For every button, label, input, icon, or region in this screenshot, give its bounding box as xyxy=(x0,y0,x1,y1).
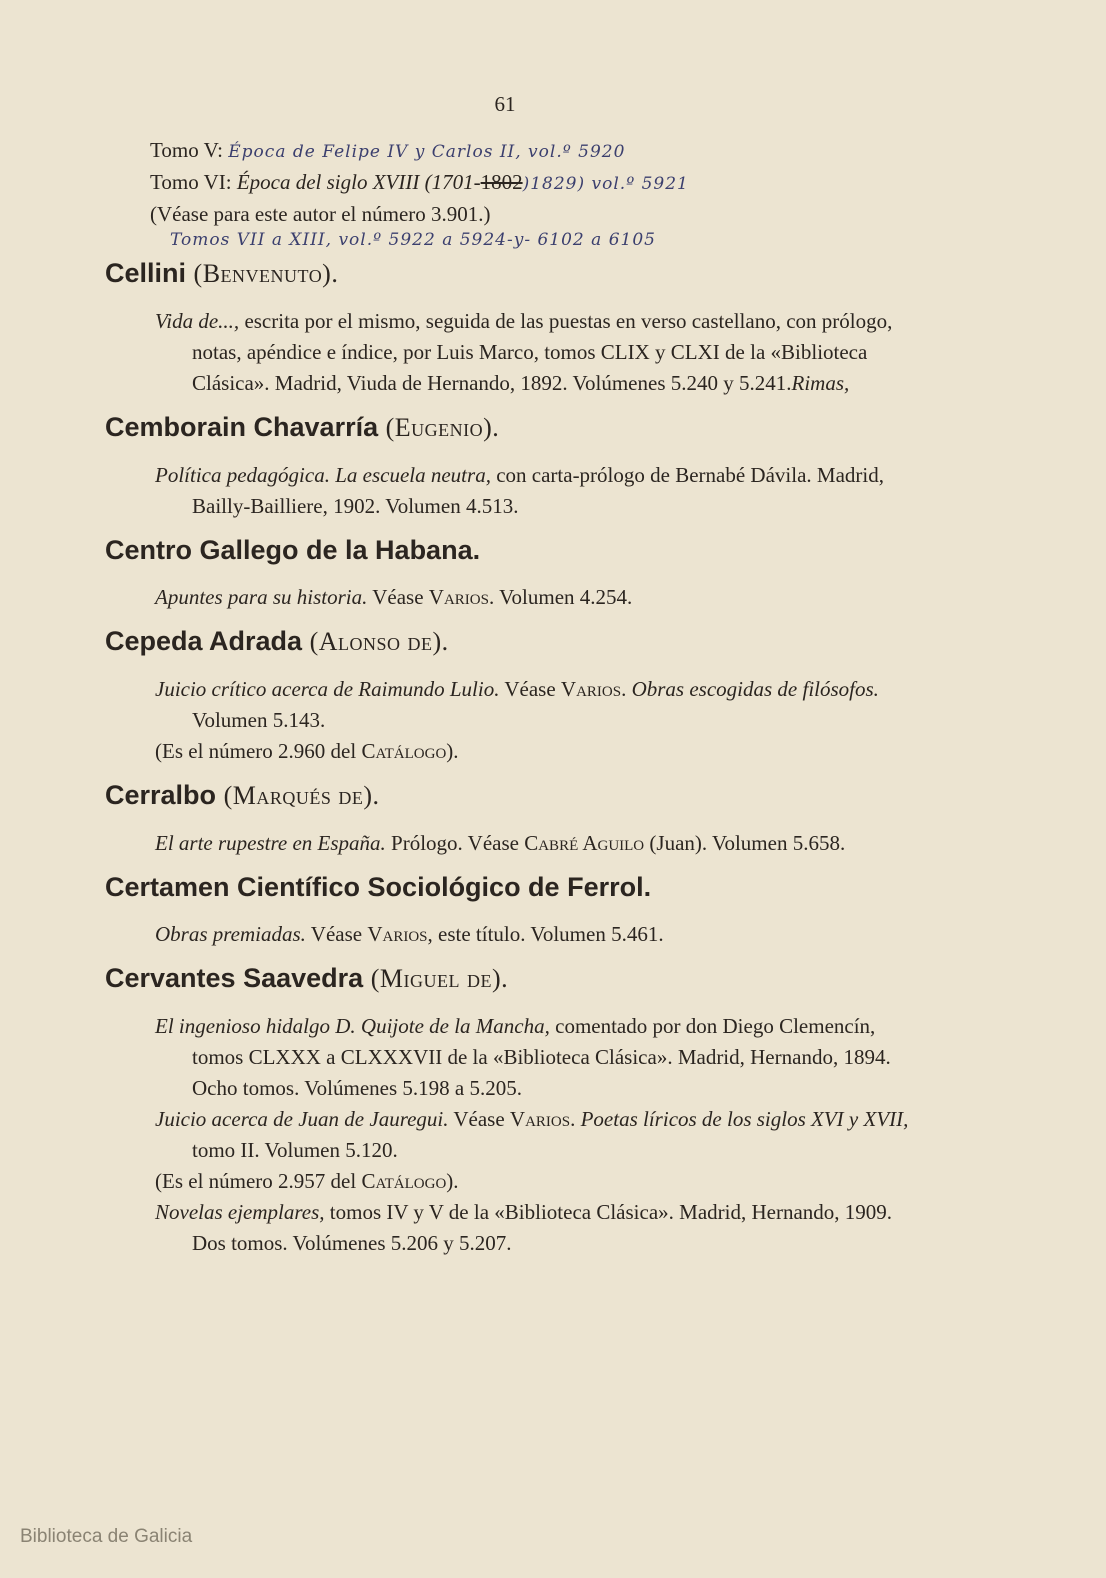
work-title: Novelas ejemplares, xyxy=(155,1200,325,1224)
author-name: Centro Gallego de la Habana. xyxy=(105,535,481,565)
author-heading xyxy=(105,623,925,660)
entry-text: (Es el número 2.960 del xyxy=(155,739,362,763)
author-heading xyxy=(105,777,925,814)
entry-item xyxy=(105,582,925,613)
entry-text: tomos IV y V de la «Biblioteca Clásica». Madrid, Hernando, 1909. Dos tomos. Volúmenes 5.206 y 5.207. xyxy=(192,1200,893,1255)
work-title: Obras escogidas de filósofos. xyxy=(631,677,879,701)
work-title: Rimas, xyxy=(791,371,850,395)
entry-text: . xyxy=(621,677,632,701)
author-given-name: (Miguel de). xyxy=(370,964,509,993)
work-title: Política pedagógica. La escuela neutra, xyxy=(155,463,491,487)
tomo-list xyxy=(150,135,950,255)
entry-text: (Es el número 2.957 del xyxy=(155,1169,362,1193)
see-also-note: (Véase para este autor el número 3.901.) xyxy=(150,202,491,226)
entry-text: Véase xyxy=(499,677,561,701)
catalog-entry xyxy=(105,255,925,399)
author-name: Cerralbo xyxy=(105,780,217,810)
author-heading xyxy=(105,869,925,905)
author-given-name: (Eugenio). xyxy=(385,413,500,442)
entry-item xyxy=(105,306,925,399)
entry-text: tomo II. Volumen 5.120. xyxy=(192,1138,398,1162)
handwritten-annotation: )1829) vol.º 5921 xyxy=(522,174,689,194)
entry-text: , este título. Volumen 5.461. xyxy=(427,922,664,946)
entry-text: Véase xyxy=(305,922,368,946)
entry-text: ). xyxy=(446,1169,459,1193)
cross-reference: Varios xyxy=(509,1107,571,1131)
cross-reference: Varios xyxy=(560,677,622,701)
entry-text: . xyxy=(570,1107,581,1131)
cross-reference: Catálogo xyxy=(361,739,447,763)
entry-item xyxy=(105,828,925,859)
handwritten-annotation: Época de Felipe IV y Carlos II, vol.º 5920 xyxy=(228,142,626,162)
work-title: Juicio crítico acerca de Raimundo Lulio. xyxy=(155,677,500,701)
cross-reference: Varios xyxy=(367,922,428,946)
entry-item xyxy=(105,736,925,767)
author-name: Cepeda Adrada xyxy=(105,626,303,656)
library-watermark: Biblioteca de Galicia xyxy=(20,1526,193,1547)
entry-item xyxy=(105,1197,925,1259)
cross-reference: Varios xyxy=(428,585,489,609)
work-title: Juicio acerca de Juan de Jauregui. xyxy=(155,1107,449,1131)
work-title: Vida de..., xyxy=(155,309,240,333)
author-name: Cellini xyxy=(105,258,187,288)
work-title: El ingenioso hidalgo D. Quijote de la Mancha, xyxy=(155,1014,550,1038)
author-heading xyxy=(105,255,925,292)
entry-item xyxy=(105,919,925,950)
author-name: Certamen Científico Sociológico de Ferrol. xyxy=(105,872,652,902)
catalog-entry xyxy=(105,960,925,1259)
catalog-entry xyxy=(105,623,925,767)
entry-item xyxy=(105,460,925,522)
entry-text: Véase xyxy=(448,1107,510,1131)
entry-text: con carta-prólogo de Bernabé Dávila. Madrid, Bailly-Bailliere, 1902. Volumen 4.513. xyxy=(192,463,884,518)
entry-item xyxy=(105,674,925,736)
tomo-v: Tomo V: Época de Felipe IV y Carlos II, vol.º 5920 xyxy=(150,138,626,162)
entry-text: puestas en verso castellano, con prólogo, notas, apéndice e índice, por Luis Marco, tomos CLIX y CLXI de la «Biblioteca Clásica». Madrid, Viuda de Hernando, 1892. Volúmenes 5.240 y 5.241. xyxy=(192,309,893,395)
entry-text: . Volumen 4.254. xyxy=(488,585,633,609)
author-given-name: (Benvenuto). xyxy=(193,259,339,288)
handwritten-annotation: Tomos VII a XIII, vol.º 5922 a 5924-y- 6102 a 6105 xyxy=(170,230,656,250)
author-heading xyxy=(105,532,925,568)
work-title: El arte rupestre en España. xyxy=(155,831,386,855)
tomo-vi: Tomo VI: Época del siglo XVIII (1701-1802)1829) vol.º 5921 xyxy=(150,170,689,194)
catalog-entry xyxy=(105,777,925,859)
entry-text: comentado por don Diego Clemencín, tomos CLXXX a CLXXXVII de la «Biblioteca Clásica». Madrid, Hernando, 1894. Ocho tomos. Volúmenes 5.198 a 5.205. xyxy=(192,1014,891,1100)
entry-item xyxy=(105,1166,925,1197)
catalog-entry xyxy=(105,409,925,522)
author-given-name: (Marqués de). xyxy=(223,781,380,810)
catalog-entry xyxy=(105,532,925,613)
entry-text: (Juan). Volumen 5.658. xyxy=(644,831,846,855)
entry-text: Véase xyxy=(367,585,429,609)
entry-item xyxy=(105,1011,925,1104)
catalog-entries xyxy=(105,255,925,1269)
work-title: Apuntes para su historia. xyxy=(155,585,368,609)
entry-text: Volumen 5.143. xyxy=(192,708,326,732)
catalog-entry xyxy=(105,869,925,950)
author-name: Cemborain Chavarría xyxy=(105,412,379,442)
author-given-name: (Alonso de). xyxy=(309,627,449,656)
entry-text: ). xyxy=(446,739,459,763)
entry-text: Prólogo. Véase xyxy=(385,831,525,855)
work-title: Obras premiadas. xyxy=(155,922,306,946)
work-title: Poetas líricos de los siglos XVI y XVII, xyxy=(580,1107,909,1131)
entry-text: escrita por el mismo, seguida de las xyxy=(239,309,549,333)
author-heading xyxy=(105,960,925,997)
cross-reference: Catálogo xyxy=(361,1169,447,1193)
cross-reference: Cabré Aguilo xyxy=(524,831,645,855)
entry-item xyxy=(105,1104,925,1166)
author-heading xyxy=(105,409,925,446)
page-number: 61 xyxy=(494,92,516,116)
author-name: Cervantes Saavedra xyxy=(105,963,364,993)
